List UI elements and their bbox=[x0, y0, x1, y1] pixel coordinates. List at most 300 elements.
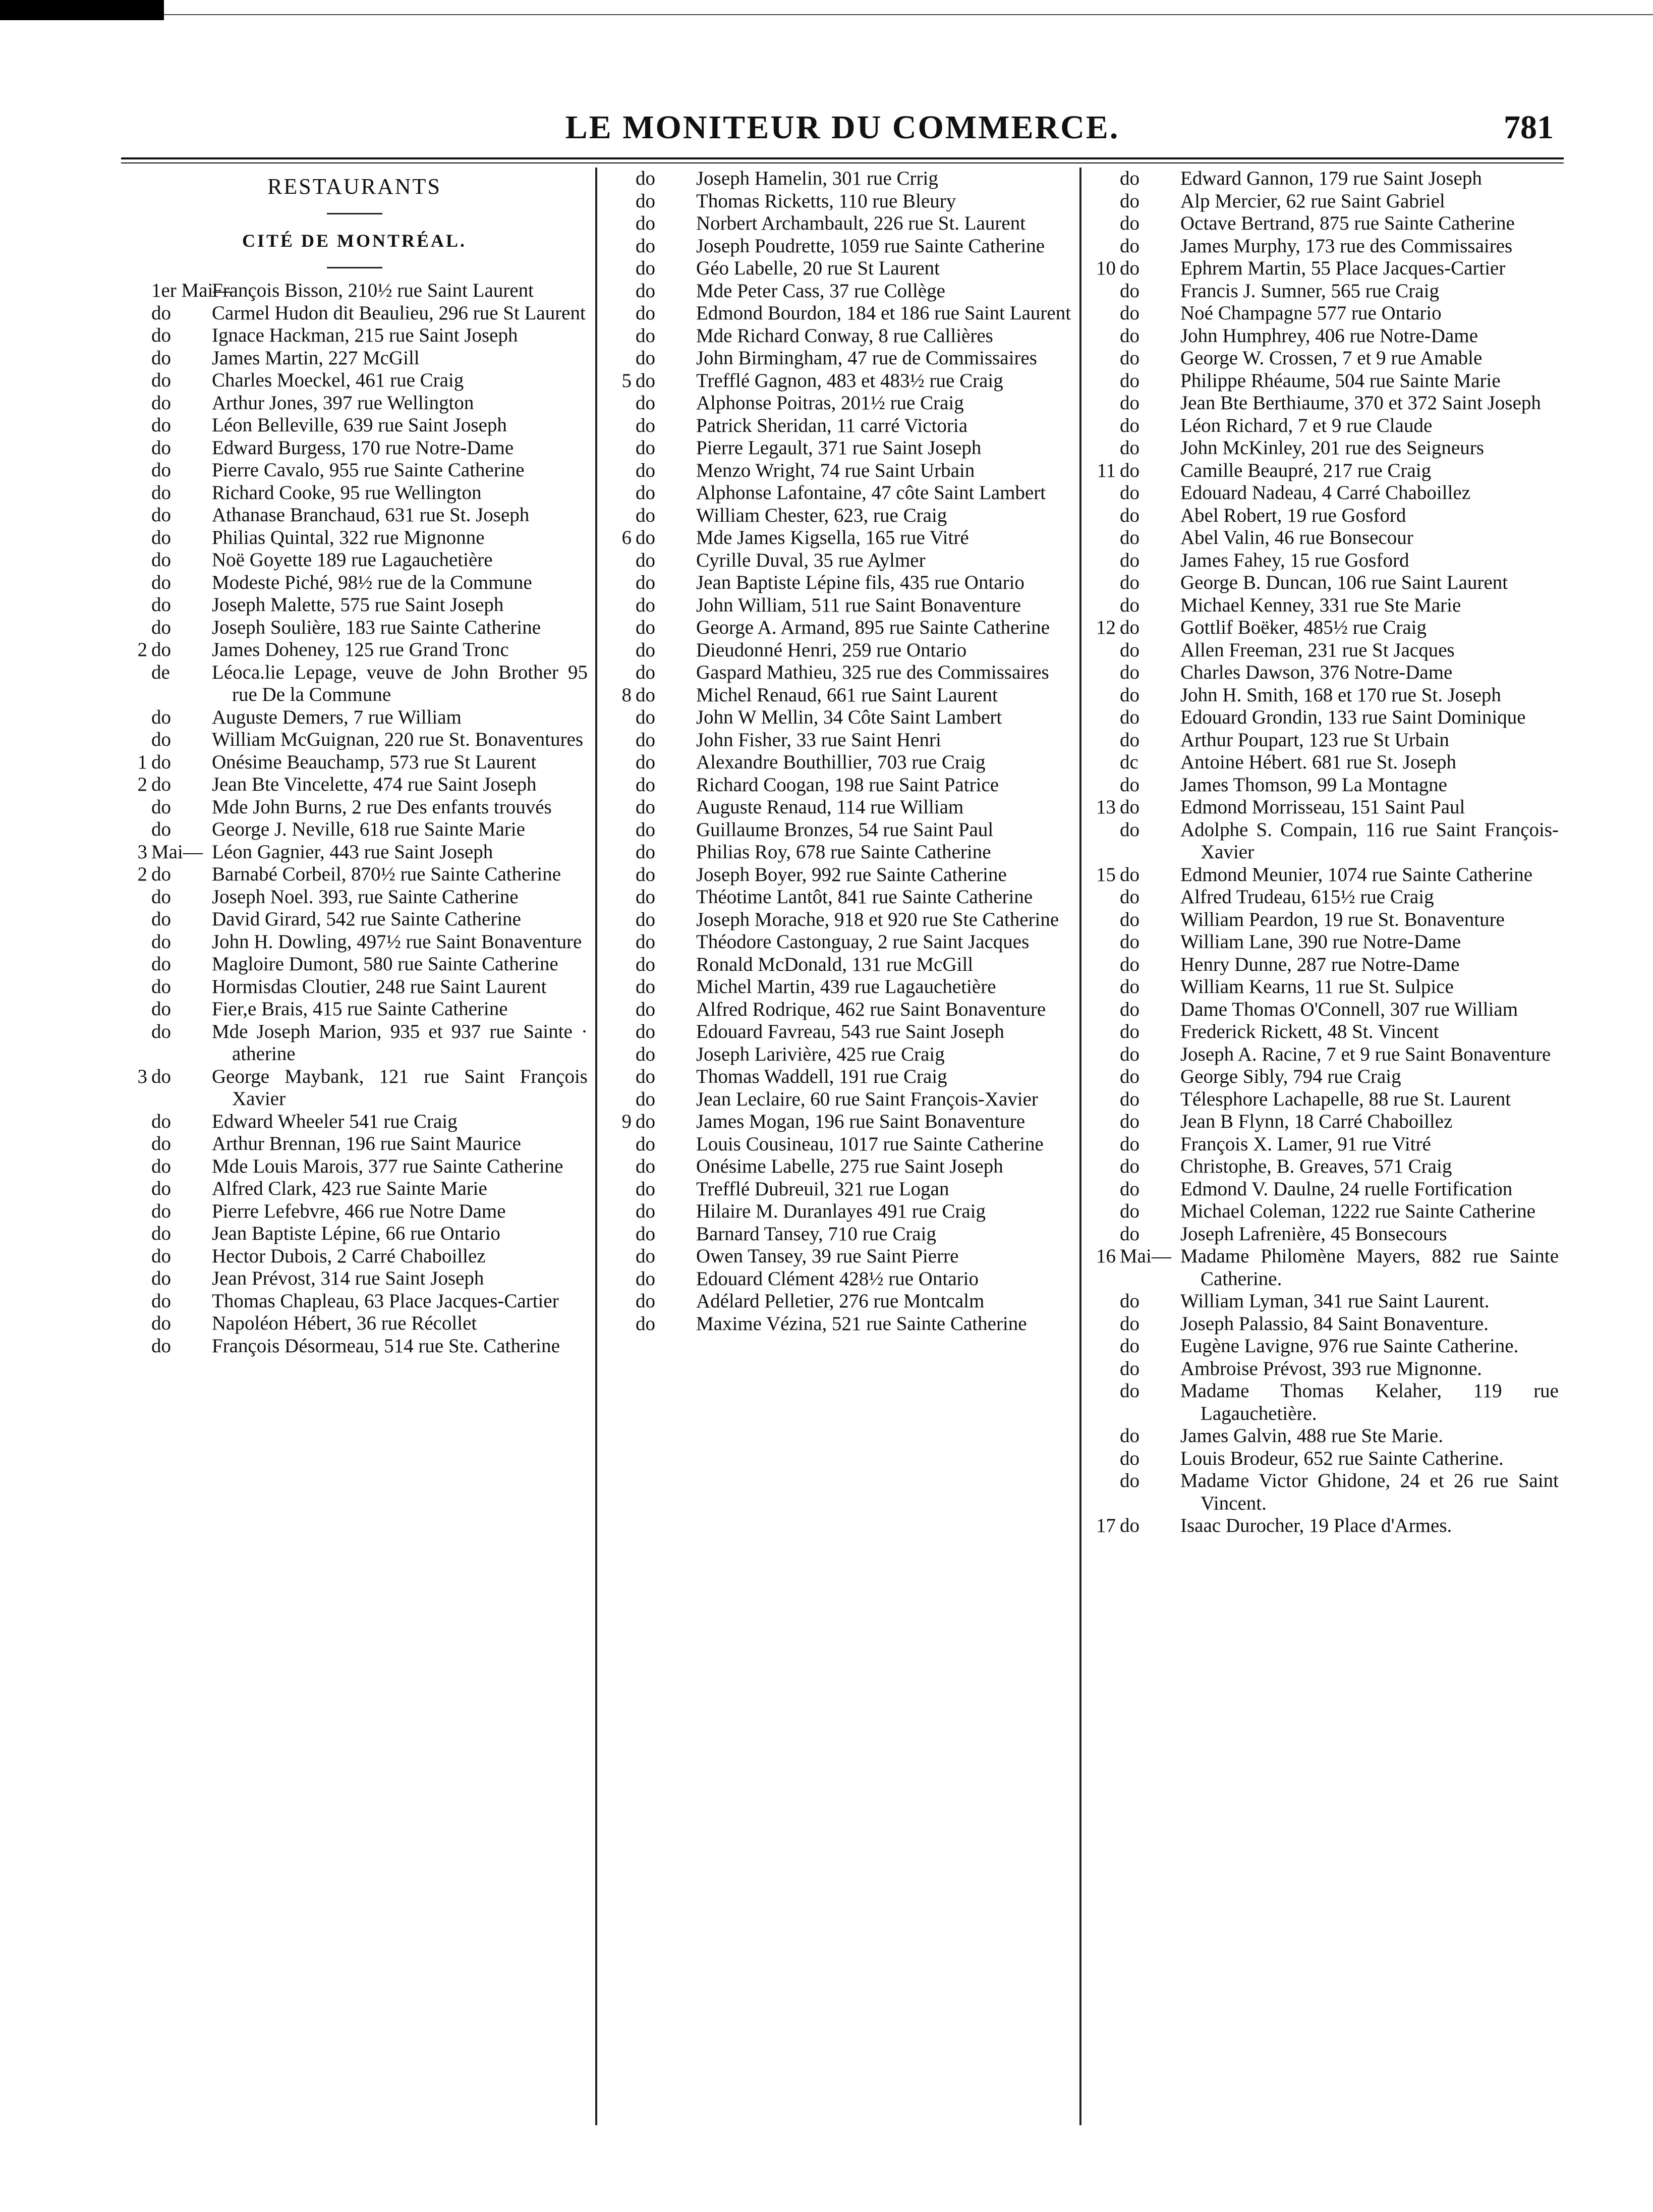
directory-entry bbox=[121, 482, 588, 505]
entry-text: Cyrille Duval, 35 rue Aylmer bbox=[696, 549, 926, 571]
entry-day-number: 3 bbox=[137, 1065, 147, 1087]
entry-text: William McGuignan, 220 rue St. Bonaventures bbox=[212, 729, 584, 750]
directory-entry bbox=[121, 1200, 588, 1223]
entry-day-number bbox=[605, 1021, 636, 1043]
entry-date: do bbox=[151, 773, 171, 795]
entry-date: do bbox=[151, 1223, 171, 1244]
entry-day-number bbox=[1090, 639, 1120, 662]
entry-date: do bbox=[151, 1155, 171, 1177]
directory-entry bbox=[121, 639, 588, 661]
directory-entry bbox=[121, 976, 588, 999]
entry-day-number bbox=[1090, 774, 1120, 797]
entry-text: Edmond V. Daulne, 24 ruelle Fortification bbox=[1180, 1178, 1513, 1200]
entry-text: David Girard, 542 rue Sainte Catherine bbox=[212, 908, 521, 930]
entry-text: Joseph Larivière, 425 rue Craig bbox=[696, 1043, 945, 1065]
section-title: RESTAURANTS bbox=[267, 174, 441, 199]
directory-entry bbox=[605, 572, 1072, 594]
entry-text: Mde John Burns, 2 rue Des enfants trouvés bbox=[212, 796, 552, 818]
entry-day-number bbox=[121, 706, 151, 729]
entry-text: Edmond Meunier, 1074 rue Sainte Catherine bbox=[1180, 863, 1533, 886]
directory-entry bbox=[121, 751, 588, 774]
entry-date: do bbox=[1120, 1043, 1139, 1065]
entry-date: do bbox=[151, 1178, 171, 1199]
entry-day-number bbox=[1090, 370, 1120, 393]
entry-date: do bbox=[636, 773, 655, 796]
entry-day-number bbox=[605, 1088, 636, 1111]
directory-entry bbox=[1090, 1245, 1559, 1290]
directory-entry bbox=[121, 1178, 588, 1200]
entry-day-number bbox=[605, 841, 636, 864]
entry-text: Octave Bertrand, 875 rue Sainte Catherine bbox=[1180, 212, 1515, 234]
directory-entry bbox=[605, 819, 1072, 842]
entry-text: George W. Crossen, 7 et 9 rue Amable bbox=[1180, 347, 1483, 369]
entry-text: John H. Dowling, 497½ rue Saint Bonaventure bbox=[212, 930, 582, 953]
entry-date: do bbox=[151, 1335, 171, 1357]
entry-text: James Doheney, 125 rue Grand Tronc bbox=[212, 639, 509, 660]
entry-date: do bbox=[1120, 1380, 1139, 1402]
entry-text: Alfred Rodrique, 462 rue Saint Bonaventure bbox=[696, 998, 1046, 1020]
entry-date: do bbox=[636, 190, 655, 212]
entry-text: James Fahey, 15 rue Gosford bbox=[1180, 549, 1409, 571]
entry-day-number bbox=[605, 999, 636, 1021]
entry-text: Joseph Palassio, 84 Saint Bonaventure. bbox=[1180, 1312, 1489, 1335]
directory-entry bbox=[121, 1021, 588, 1066]
directory-entry bbox=[605, 954, 1072, 976]
entry-day-number bbox=[605, 639, 636, 662]
entry-day-number bbox=[121, 661, 151, 706]
directory-entry bbox=[121, 796, 588, 819]
directory-entry bbox=[121, 886, 588, 909]
directory-entry bbox=[1090, 774, 1559, 797]
column-separator bbox=[595, 168, 597, 2125]
directory-entry bbox=[605, 370, 1072, 393]
entry-day-number bbox=[121, 572, 151, 594]
entry-day-number bbox=[605, 954, 636, 976]
entry-text: John H. Smith, 168 et 170 rue St. Joseph bbox=[1180, 684, 1501, 706]
entry-day-number bbox=[605, 482, 636, 505]
entry-day-number bbox=[1090, 1111, 1120, 1133]
entry-text: Edward Burgess, 170 rue Notre-Dame bbox=[212, 436, 514, 459]
directory-entry bbox=[605, 325, 1072, 348]
entry-date: do bbox=[151, 796, 171, 818]
entry-text: Edmond Morrisseau, 151 Saint Paul bbox=[1180, 796, 1465, 818]
entry-day-number bbox=[1090, 1178, 1120, 1201]
directory-entry bbox=[605, 1200, 1072, 1223]
journal-title: LE MONITEUR DU COMMERCE. bbox=[565, 109, 1120, 146]
entry-date: do bbox=[1120, 369, 1139, 392]
entry-date: do bbox=[636, 818, 655, 841]
entry-date: do bbox=[1120, 706, 1139, 728]
directory-entry bbox=[121, 594, 588, 617]
entry-text: Arthur Poupart, 123 rue St Urbain bbox=[1180, 729, 1449, 751]
entry-date: do bbox=[1120, 324, 1139, 347]
entry-day-number bbox=[605, 931, 636, 954]
entry-day-number bbox=[605, 437, 636, 460]
directory-entry bbox=[121, 1155, 588, 1178]
entry-date: do bbox=[636, 1312, 655, 1335]
entry-text: Ephrem Martin, 55 Place Jacques-Cartier bbox=[1180, 257, 1506, 279]
entry-day-number bbox=[605, 1200, 636, 1223]
entry-date: do bbox=[636, 1133, 655, 1155]
entry-text: Mde Richard Conway, 8 rue Callières bbox=[696, 324, 993, 347]
directory-entry bbox=[605, 639, 1072, 662]
entry-text: Madame Victor Ghidone, 24 et 26 rue Saint Vincent. bbox=[1180, 1470, 1559, 1514]
entry-date: do bbox=[1120, 168, 1139, 189]
entry-date: do bbox=[636, 976, 655, 998]
directory-entry bbox=[121, 617, 588, 639]
entry-day-number bbox=[605, 392, 636, 415]
entry-date: do bbox=[151, 436, 171, 459]
entry-date: do bbox=[1120, 437, 1139, 459]
entry-day-number: 2 bbox=[137, 863, 147, 885]
section-divider bbox=[327, 267, 382, 268]
entry-date: do bbox=[151, 459, 171, 481]
entry-text: Pierre Legault, 371 rue Saint Joseph bbox=[696, 437, 982, 459]
entry-text: Gottlif Boëker, 485½ rue Craig bbox=[1180, 617, 1427, 638]
entry-date: do bbox=[151, 930, 171, 953]
directory-entry bbox=[1090, 168, 1559, 190]
directory-entry bbox=[1090, 347, 1559, 370]
entry-list bbox=[1090, 168, 1559, 1537]
entry-day-number bbox=[605, 415, 636, 437]
entry-day-number bbox=[1090, 1313, 1120, 1336]
entry-day-number bbox=[1090, 1021, 1120, 1043]
directory-entry bbox=[605, 392, 1072, 415]
entry-date: do bbox=[636, 1021, 655, 1042]
directory-entry bbox=[1090, 1133, 1559, 1156]
entry-date: do bbox=[636, 661, 655, 683]
entry-text: Jean Baptiste Lépine fils, 435 rue Ontario bbox=[696, 572, 1024, 593]
entry-day-number bbox=[121, 931, 151, 954]
entry-text: Arthur Brennan, 196 rue Saint Maurice bbox=[212, 1133, 521, 1154]
entry-day-number: 1 bbox=[137, 751, 147, 773]
entry-text: Mde Joseph Marion, 935 et 937 rue Sainte · atherine bbox=[212, 1020, 588, 1065]
entry-text: Michel Martin, 439 rue Lagauchetière bbox=[696, 976, 996, 998]
entry-text: Trefflé Dubreuil, 321 rue Logan bbox=[696, 1178, 949, 1200]
entry-date: do bbox=[1120, 527, 1139, 548]
entry-day-number bbox=[1090, 347, 1120, 370]
entry-date: do bbox=[636, 257, 655, 279]
directory-entry bbox=[121, 1111, 588, 1133]
directory-entry bbox=[1090, 1155, 1559, 1178]
entry-day-number: 5 bbox=[621, 369, 632, 392]
entry-date: do bbox=[1120, 1155, 1139, 1177]
directory-entry bbox=[1090, 594, 1559, 617]
entry-date: do bbox=[636, 751, 655, 773]
entry-text: Joseph Poudrette, 1059 rue Sainte Catherine bbox=[696, 235, 1045, 257]
entry-day-number bbox=[1090, 999, 1120, 1021]
entry-date: do bbox=[151, 526, 171, 548]
directory-entry bbox=[121, 1267, 588, 1290]
entry-text: Antoine Hébert. 681 rue St. Joseph bbox=[1180, 751, 1456, 773]
directory-entry bbox=[121, 347, 588, 370]
entry-day-number bbox=[1090, 1290, 1120, 1313]
entry-date: de bbox=[151, 661, 170, 683]
entry-day-number bbox=[1090, 415, 1120, 437]
entry-text: Alphonse Poitras, 201½ rue Craig bbox=[696, 392, 964, 414]
entry-date: do bbox=[151, 324, 171, 346]
entry-day-number bbox=[121, 504, 151, 527]
entry-day-number bbox=[1090, 976, 1120, 999]
entry-date: do bbox=[1120, 908, 1139, 930]
directory-entry bbox=[605, 437, 1072, 460]
entry-text: John Birmingham, 47 rue de Commissaires bbox=[696, 347, 1037, 369]
entry-date: do bbox=[151, 481, 171, 504]
entry-text: Joseph Boyer, 992 rue Sainte Catherine bbox=[696, 863, 1007, 886]
directory-entry bbox=[605, 864, 1072, 887]
entry-day-number bbox=[605, 549, 636, 572]
entry-date: do bbox=[1120, 661, 1139, 683]
directory-entry bbox=[1090, 931, 1559, 954]
entry-date: do bbox=[1120, 684, 1139, 706]
directory-entry bbox=[1090, 1425, 1559, 1448]
entry-day-number: 15 bbox=[1096, 863, 1116, 886]
entry-text: Louis Cousineau, 1017 rue Sainte Catherine bbox=[696, 1133, 1044, 1155]
entry-text: Maxime Vézina, 521 rue Sainte Catherine bbox=[696, 1312, 1027, 1335]
entry-text: Léon Gagnier, 443 rue Saint Joseph bbox=[212, 841, 493, 863]
entry-date: do bbox=[151, 1267, 171, 1289]
entry-text: Ambroise Prévost, 393 rue Mignonne. bbox=[1180, 1357, 1482, 1379]
directory-entry bbox=[1090, 1313, 1559, 1336]
entry-text: Joseph Malette, 575 rue Saint Joseph bbox=[212, 594, 504, 616]
directory-entry bbox=[605, 931, 1072, 954]
entry-date: do bbox=[1120, 1223, 1139, 1245]
entry-day-number bbox=[1090, 190, 1120, 213]
directory-entry bbox=[121, 863, 588, 886]
header-rule bbox=[121, 157, 1564, 159]
directory-entry bbox=[121, 841, 588, 864]
directory-entry bbox=[605, 190, 1072, 213]
entry-day-number: 13 bbox=[1096, 796, 1116, 818]
entry-date: do bbox=[1120, 414, 1139, 436]
entry-text: Jean B Flynn, 18 Carré Chaboillez bbox=[1180, 1111, 1453, 1132]
directory-entry bbox=[605, 1245, 1072, 1268]
entry-date: do bbox=[151, 1020, 171, 1042]
entry-text: Adolphe S. Compain, 116 rue Saint François-Xavier bbox=[1180, 818, 1559, 863]
entry-date: do bbox=[151, 392, 171, 414]
entry-text: Norbert Archambault, 226 rue St. Laurent bbox=[696, 212, 1026, 234]
entry-text: Alexandre Bouthillier, 703 rue Craig bbox=[696, 751, 986, 773]
entry-date: do bbox=[151, 729, 171, 750]
entry-date: do bbox=[636, 639, 655, 661]
entry-text: Mde Peter Cass, 37 rue Collège bbox=[696, 280, 945, 302]
entry-text: Allen Freeman, 231 rue St Jacques bbox=[1180, 639, 1455, 661]
entry-text: Edouard Favreau, 543 rue Saint Joseph bbox=[696, 1021, 1004, 1042]
entry-text: Alp Mercier, 62 rue Saint Gabriel bbox=[1180, 190, 1445, 212]
directory-entry bbox=[1090, 1043, 1559, 1066]
directory-entry bbox=[121, 549, 588, 572]
entry-text: Napoléon Hébert, 36 rue Récollet bbox=[212, 1312, 477, 1334]
entry-day-number bbox=[121, 908, 151, 931]
directory-entry bbox=[605, 1066, 1072, 1088]
directory-entry bbox=[1090, 212, 1559, 235]
entry-text: Télesphore Lachapelle, 88 rue St. Laurent bbox=[1180, 1088, 1511, 1110]
entry-text: Hector Dubois, 2 Carré Chaboillez bbox=[212, 1245, 486, 1267]
entry-day-number bbox=[1090, 280, 1120, 303]
entry-date: do bbox=[636, 392, 655, 414]
directory-entry bbox=[605, 527, 1072, 549]
entry-day-number bbox=[121, 347, 151, 370]
entry-text: Patrick Sheridan, 11 carré Victoria bbox=[696, 414, 968, 436]
directory-entry bbox=[605, 909, 1072, 931]
directory-entry bbox=[605, 235, 1072, 258]
directory-entry bbox=[121, 572, 588, 594]
entry-text: John William, 511 rue Saint Bonaventure bbox=[696, 594, 1021, 616]
entry-date: do bbox=[151, 414, 171, 436]
entry-text: William Chester, 623, rue Craig bbox=[696, 504, 947, 526]
entry-day-number: 10 bbox=[1096, 257, 1116, 279]
entry-day-number bbox=[121, 617, 151, 639]
entry-date: do bbox=[1120, 302, 1139, 324]
entry-date: do bbox=[1120, 1088, 1139, 1110]
entry-text: Thomas Chapleau, 63 Place Jacques-Cartier bbox=[212, 1290, 559, 1312]
column-separator bbox=[1079, 168, 1081, 2125]
entry-date: do bbox=[151, 863, 171, 885]
entry-text: George Sibly, 794 rue Craig bbox=[1180, 1066, 1401, 1087]
entry-date: do bbox=[636, 863, 655, 886]
entry-text: Joseph Soulière, 183 rue Sainte Catherine bbox=[212, 616, 541, 638]
entry-date: do bbox=[636, 504, 655, 526]
entry-text: Jean Bte Vincelette, 474 rue Saint Joseph bbox=[212, 773, 537, 795]
entry-text: John W Mellin, 34 Côte Saint Lambert bbox=[696, 706, 1002, 728]
entry-text: Edouard Clément 428½ rue Ontario bbox=[696, 1267, 979, 1290]
entry-day-number bbox=[121, 324, 151, 347]
directory-entry bbox=[1090, 437, 1559, 460]
entry-text: James Thomson, 99 La Montagne bbox=[1180, 773, 1447, 796]
entry-day-number bbox=[1090, 1470, 1120, 1515]
directory-entry bbox=[1090, 505, 1559, 527]
entry-day-number bbox=[121, 1111, 151, 1133]
entry-day-number bbox=[121, 1335, 151, 1358]
entry-text: Philippe Rhéaume, 504 rue Sainte Marie bbox=[1180, 369, 1501, 392]
entry-day-number bbox=[605, 1155, 636, 1178]
directory-entry bbox=[605, 257, 1072, 280]
entry-date: do bbox=[636, 931, 655, 953]
entry-text: James Galvin, 488 rue Ste Marie. bbox=[1180, 1425, 1443, 1447]
entry-date: do bbox=[1120, 212, 1139, 234]
entry-text: Alfred Trudeau, 615½ rue Craig bbox=[1180, 886, 1434, 908]
directory-entry bbox=[605, 482, 1072, 505]
directory-entry bbox=[121, 1223, 588, 1245]
directory-entry bbox=[1090, 661, 1559, 684]
directory-entry bbox=[121, 1245, 588, 1268]
entry-day-number bbox=[1090, 954, 1120, 976]
entry-day-number bbox=[1090, 168, 1120, 190]
directory-entry bbox=[121, 729, 588, 751]
directory-entry bbox=[1090, 976, 1559, 999]
entry-day-number bbox=[1090, 392, 1120, 415]
entry-date: do bbox=[151, 302, 171, 324]
entry-day-number bbox=[1090, 751, 1120, 774]
entry-day-number bbox=[121, 1178, 151, 1200]
entry-day-number bbox=[605, 774, 636, 797]
directory-entry bbox=[121, 818, 588, 841]
entry-date: do bbox=[151, 347, 171, 369]
directory-entry bbox=[605, 706, 1072, 729]
entry-day-number bbox=[605, 1178, 636, 1201]
entry-text: Pierre Lefebvre, 466 rue Notre Dame bbox=[212, 1200, 506, 1222]
entry-text: Michael Coleman, 1222 rue Sainte Catherine bbox=[1180, 1200, 1535, 1222]
entry-day-number bbox=[121, 1223, 151, 1245]
directory-entry bbox=[1090, 549, 1559, 572]
entry-text: Thomas Ricketts, 110 rue Bleury bbox=[696, 190, 956, 212]
directory-entry bbox=[605, 212, 1072, 235]
directory-entry bbox=[605, 1021, 1072, 1043]
entry-date: Mai— bbox=[1120, 1245, 1171, 1267]
entry-text: Louis Brodeur, 652 rue Sainte Catherine. bbox=[1180, 1447, 1504, 1469]
directory-entry bbox=[605, 886, 1072, 909]
entry-date: do bbox=[1120, 617, 1139, 638]
directory-entry bbox=[1090, 617, 1559, 639]
directory-entry bbox=[1090, 1111, 1559, 1133]
entry-day-number bbox=[1090, 909, 1120, 931]
directory-entry bbox=[605, 1133, 1072, 1156]
entry-date: do bbox=[636, 841, 655, 863]
entry-date: do bbox=[1120, 818, 1139, 841]
entry-text: Léon Richard, 7 et 9 rue Claude bbox=[1180, 414, 1433, 436]
entry-date: do bbox=[151, 1245, 171, 1267]
entry-date: do bbox=[636, 1245, 655, 1267]
column-2 bbox=[605, 168, 1072, 2151]
entry-date: do bbox=[151, 1065, 171, 1087]
directory-entry bbox=[605, 302, 1072, 325]
directory-entry bbox=[121, 773, 588, 796]
entry-date: do bbox=[636, 459, 655, 481]
directory-entry bbox=[605, 594, 1072, 617]
entry-text: Hilaire M. Duranlayes 491 rue Craig bbox=[696, 1200, 986, 1222]
directory-entry bbox=[605, 796, 1072, 819]
entry-date: do bbox=[151, 953, 171, 975]
directory-entry bbox=[121, 1335, 588, 1358]
entry-text: Michel Renaud, 661 rue Saint Laurent bbox=[696, 684, 998, 706]
entry-day-number bbox=[605, 347, 636, 370]
entry-day-number bbox=[1090, 1223, 1120, 1246]
entry-day-number bbox=[121, 998, 151, 1021]
entry-date: do bbox=[636, 617, 655, 638]
entry-text: Joseph Morache, 918 et 920 rue Ste Catherine bbox=[696, 908, 1059, 930]
directory-entry bbox=[121, 953, 588, 976]
entry-day-number bbox=[121, 437, 151, 460]
entry-text: Pierre Cavalo, 955 rue Sainte Catherine bbox=[212, 459, 525, 481]
entry-day-number bbox=[605, 302, 636, 325]
entry-text: Philias Roy, 678 rue Sainte Catherine bbox=[696, 841, 991, 863]
entry-date: do bbox=[1120, 190, 1139, 212]
entry-day-number bbox=[121, 1133, 151, 1155]
entry-text: Arthur Jones, 397 rue Wellington bbox=[212, 392, 474, 414]
directory-entry bbox=[605, 661, 1072, 684]
entry-text: Hormisdas Cloutier, 248 rue Saint Laurent bbox=[212, 975, 547, 998]
directory-entry bbox=[1090, 1290, 1559, 1313]
entry-day-number bbox=[1090, 594, 1120, 617]
entry-date: do bbox=[1120, 235, 1139, 257]
entry-day-number bbox=[121, 459, 151, 482]
entry-date: do bbox=[1120, 796, 1139, 818]
column-3 bbox=[1090, 168, 1559, 2151]
entry-date: do bbox=[636, 549, 655, 571]
directory-entry bbox=[121, 908, 588, 931]
directory-entry bbox=[121, 437, 588, 460]
entry-date: do bbox=[151, 504, 171, 526]
entry-day-number bbox=[605, 617, 636, 639]
entry-text: Eugène Lavigne, 976 rue Sainte Catherine. bbox=[1180, 1335, 1519, 1357]
directory-entry bbox=[605, 617, 1072, 639]
entry-date: do bbox=[151, 751, 171, 773]
page-header bbox=[121, 108, 1564, 154]
entry-text: Dame Thomas O'Connell, 307 rue William bbox=[1180, 998, 1518, 1020]
entry-date: do bbox=[1120, 639, 1139, 661]
entry-date: do bbox=[151, 639, 171, 660]
entry-text: Gaspard Mathieu, 325 rue des Commissaires bbox=[696, 661, 1049, 683]
